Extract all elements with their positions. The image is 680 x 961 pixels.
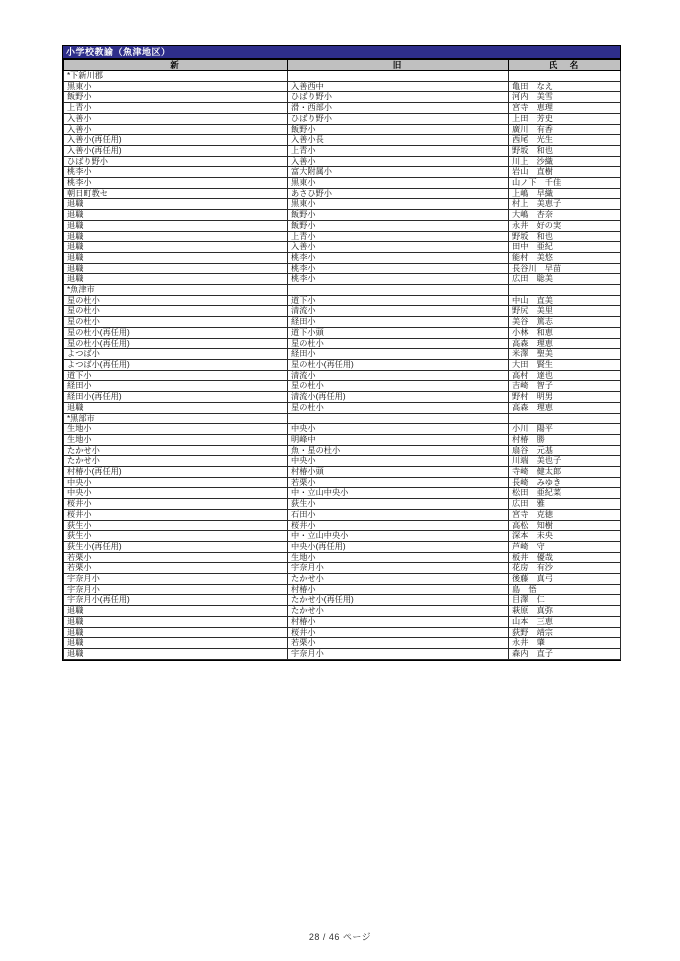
cell-old: 中・立山中央小 (288, 488, 509, 499)
table-row (64, 445, 621, 456)
cell-new: 飯野小 (64, 92, 288, 103)
cell-name: 長崎 みゆき (509, 477, 621, 488)
cell-name: 山本 三恵 (509, 616, 621, 627)
cell-old: 中央小 (288, 424, 509, 435)
cell-name: 板井 優哉 (509, 552, 621, 563)
table-row (64, 552, 621, 563)
table-row (64, 231, 621, 242)
cell-old: 若栗小 (288, 638, 509, 649)
cell-new: 上青小 (64, 103, 288, 114)
cell-name: 高松 知樹 (509, 520, 621, 531)
cell-old: 桜井小 (288, 627, 509, 638)
table-title: 小学校教諭（魚津地区） (63, 46, 620, 59)
cell-old: 入善西中 (288, 81, 509, 92)
cell-new: 退職 (64, 606, 288, 617)
cell-new: 荻生小(再任用) (64, 541, 288, 552)
table-row (64, 113, 621, 124)
column-header-old: 旧 (288, 60, 509, 71)
table-row (64, 488, 621, 499)
cell-new: 退職 (64, 627, 288, 638)
cell-new: 入善小 (64, 124, 288, 135)
cell-name: 永井 好の実 (509, 220, 621, 231)
cell-old: 滑・西部小 (288, 103, 509, 114)
cell-old: 経田小 (288, 317, 509, 328)
table-row (64, 124, 621, 135)
cell-new: 退職 (64, 274, 288, 285)
cell-new: *魚津市 (64, 285, 288, 296)
cell-old: 上青小 (288, 231, 509, 242)
cell-name: 森内 直子 (509, 648, 621, 659)
cell-name: 川端 美也子 (509, 456, 621, 467)
cell-name (509, 413, 621, 424)
cell-new: 星の杜小 (64, 295, 288, 306)
table-row (64, 252, 621, 263)
cell-name: 後藤 真弓 (509, 574, 621, 585)
cell-new: 桃李小 (64, 167, 288, 178)
cell-new: 道下小 (64, 370, 288, 381)
cell-old: 中・立山中央小 (288, 531, 509, 542)
table-row (64, 156, 621, 167)
cell-old: 荻生小 (288, 499, 509, 510)
cell-name: 山ノ下 千佳 (509, 178, 621, 189)
cell-new: 入善小(再任用) (64, 135, 288, 146)
cell-name: 宮寺 恵理 (509, 103, 621, 114)
cell-name: 川上 沙織 (509, 156, 621, 167)
cell-new: 荻生小 (64, 520, 288, 531)
cell-new: 退職 (64, 616, 288, 627)
table-row (64, 220, 621, 231)
cell-old: 生地小 (288, 552, 509, 563)
cell-old: 村椿小 (288, 616, 509, 627)
table-row (64, 317, 621, 328)
cell-new: たかせ小 (64, 456, 288, 467)
cell-old: 魚・星の杜小 (288, 445, 509, 456)
column-header-name: 氏 名 (509, 60, 621, 71)
cell-old: 桃李小 (288, 274, 509, 285)
table-row (64, 509, 621, 520)
cell-name: 上嶋 早織 (509, 188, 621, 199)
cell-name: 中山 直美 (509, 295, 621, 306)
cell-new: 退職 (64, 648, 288, 659)
cell-old: 富大附属小 (288, 167, 509, 178)
cell-old: 桃李小 (288, 263, 509, 274)
cell-new: 村椿小(再任用) (64, 467, 288, 478)
cell-name: 野坂 和也 (509, 231, 621, 242)
table-row (64, 135, 621, 146)
cell-name: 長谷川 早苗 (509, 263, 621, 274)
table-row (64, 520, 621, 531)
table-row (64, 574, 621, 585)
table-row (64, 499, 621, 510)
cell-name: 西尾 光生 (509, 135, 621, 146)
cell-name: 能村 美悠 (509, 252, 621, 263)
cell-old: 飯野小 (288, 220, 509, 231)
cell-name: 深本 未央 (509, 531, 621, 542)
cell-new: 入善小(再任用) (64, 145, 288, 156)
cell-name: 寺崎 健太郎 (509, 467, 621, 478)
table-row (64, 370, 621, 381)
cell-old: 黒東小 (288, 199, 509, 210)
cell-new: 若栗小 (64, 563, 288, 574)
cell-new: *黒部市 (64, 413, 288, 424)
cell-old (288, 413, 509, 424)
cell-old: 宇奈月小 (288, 648, 509, 659)
cell-new: 退職 (64, 252, 288, 263)
cell-name: 大嶋 杏奈 (509, 210, 621, 221)
cell-name: 花房 有沙 (509, 563, 621, 574)
cell-name: 田中 亜紀 (509, 242, 621, 253)
table-row (64, 606, 621, 617)
table-row (64, 467, 621, 478)
cell-old: 星の杜小 (288, 381, 509, 392)
cell-old: 道下小頭 (288, 327, 509, 338)
cell-name: 目澤 仁 (509, 595, 621, 606)
cell-name: 広田 聡美 (509, 274, 621, 285)
table-row (64, 456, 621, 467)
table-row (64, 595, 621, 606)
cell-name: 村上 美恵子 (509, 199, 621, 210)
cell-new: 退職 (64, 242, 288, 253)
table-row (64, 210, 621, 221)
cell-new: 経田小(再任用) (64, 392, 288, 403)
table-row (64, 584, 621, 595)
table-row (64, 92, 621, 103)
cell-old: 宇奈月小 (288, 563, 509, 574)
table-row (64, 563, 621, 574)
table-row (64, 103, 621, 114)
table-row (64, 338, 621, 349)
cell-old: ひばり野小 (288, 113, 509, 124)
cell-name (509, 285, 621, 296)
cell-old (288, 71, 509, 82)
column-header-row (64, 60, 621, 71)
cell-new: 朝日町教セ (64, 188, 288, 199)
cell-old: あさひ野小 (288, 188, 509, 199)
section-row (64, 71, 621, 82)
cell-new: 中央小 (64, 488, 288, 499)
table-row (64, 392, 621, 403)
cell-old: 上青小 (288, 145, 509, 156)
table-row (64, 81, 621, 92)
cell-name: 米澤 聖美 (509, 349, 621, 360)
section-row (64, 285, 621, 296)
cell-name: 広田 雅 (509, 499, 621, 510)
table-row (64, 349, 621, 360)
cell-new: 星の杜小(再任用) (64, 327, 288, 338)
cell-name: 河内 美雪 (509, 92, 621, 103)
cell-new: 退職 (64, 402, 288, 413)
cell-old: ひばり野小 (288, 92, 509, 103)
cell-name: 野村 明男 (509, 392, 621, 403)
cell-new: *下新川郡 (64, 71, 288, 82)
cell-new: 退職 (64, 210, 288, 221)
cell-old: 星の杜小 (288, 338, 509, 349)
cell-name: 野坂 和也 (509, 145, 621, 156)
cell-name (509, 71, 621, 82)
cell-old: 経田小 (288, 349, 509, 360)
table-row (64, 145, 621, 156)
cell-name: 扇谷 元基 (509, 445, 621, 456)
table-row (64, 402, 621, 413)
table-row (64, 199, 621, 210)
cell-new: よつば小 (64, 349, 288, 360)
table-row (64, 424, 621, 435)
cell-name: 高村 達也 (509, 370, 621, 381)
page-number: 28 / 46 ページ (308, 932, 372, 942)
teacher-transfer-table (62, 45, 621, 661)
cell-old: 道下小 (288, 295, 509, 306)
cell-new: 桜井小 (64, 499, 288, 510)
cell-name: 村椿 勝 (509, 434, 621, 445)
cell-old: 入善小 (288, 242, 509, 253)
cell-new: 桜井小 (64, 509, 288, 520)
cell-new: 桃李小 (64, 178, 288, 189)
table-row (64, 616, 621, 627)
table-row (64, 359, 621, 370)
table-row (64, 178, 621, 189)
table-row (64, 242, 621, 253)
cell-old: 飯野小 (288, 210, 509, 221)
cell-new: 生地小 (64, 434, 288, 445)
cell-new: 経田小 (64, 381, 288, 392)
cell-old: 星の杜小 (288, 402, 509, 413)
cell-old: 石田小 (288, 509, 509, 520)
cell-name: 高森 理恵 (509, 338, 621, 349)
cell-old: 明峰中 (288, 434, 509, 445)
table-row (64, 263, 621, 274)
cell-name: 萩原 真弥 (509, 606, 621, 617)
cell-old: 清流小(再任用) (288, 392, 509, 403)
cell-new: 宇奈月小 (64, 574, 288, 585)
cell-name: 吉崎 智子 (509, 381, 621, 392)
cell-old: 入善小長 (288, 135, 509, 146)
cell-name: 上田 芳史 (509, 113, 621, 124)
cell-new: たかせ小 (64, 445, 288, 456)
cell-name: 高森 理恵 (509, 402, 621, 413)
cell-new: 若栗小 (64, 552, 288, 563)
cell-name: 亀田 なえ (509, 81, 621, 92)
cell-new: 宇奈月小(再任用) (64, 595, 288, 606)
cell-new: 退職 (64, 638, 288, 649)
cell-old: 桜井小 (288, 520, 509, 531)
cell-new: 入善小 (64, 113, 288, 124)
table-row (64, 381, 621, 392)
cell-name: 小林 和恵 (509, 327, 621, 338)
cell-new: 退職 (64, 263, 288, 274)
cell-name: 松田 亜紀菜 (509, 488, 621, 499)
cell-old: 黒東小 (288, 178, 509, 189)
cell-name: 島 悟 (509, 584, 621, 595)
table-row (64, 306, 621, 317)
table-row (64, 531, 621, 542)
cell-old: 清流小 (288, 370, 509, 381)
table-row (64, 188, 621, 199)
cell-name: 永井 肇 (509, 638, 621, 649)
cell-new: 退職 (64, 231, 288, 242)
table-row (64, 477, 621, 488)
cell-new: 星の杜小 (64, 317, 288, 328)
cell-new: 宇奈月小 (64, 584, 288, 595)
cell-name: 大田 賢生 (509, 359, 621, 370)
cell-old: 入善小 (288, 156, 509, 167)
cell-new: 星の杜小 (64, 306, 288, 317)
cell-new: 荻生小 (64, 531, 288, 542)
cell-old: たかせ小 (288, 606, 509, 617)
cell-old: 村椿小頭 (288, 467, 509, 478)
table-row (64, 648, 621, 659)
table-row (64, 167, 621, 178)
table-row (64, 295, 621, 306)
cell-new: 黒東小 (64, 81, 288, 92)
cell-name: 廣川 有香 (509, 124, 621, 135)
cell-name: 宮寺 克徳 (509, 509, 621, 520)
cell-old: 星の杜小(再任用) (288, 359, 509, 370)
cell-name: 岩山 直樹 (509, 167, 621, 178)
cell-name: 芦崎 守 (509, 541, 621, 552)
table-row (64, 638, 621, 649)
cell-old: 中央小 (288, 456, 509, 467)
column-header-new: 新 (64, 60, 288, 71)
cell-old: 若栗小 (288, 477, 509, 488)
cell-old (288, 285, 509, 296)
teacher-table-body (64, 71, 621, 660)
table-row (64, 627, 621, 638)
cell-old: たかせ小(再任用) (288, 595, 509, 606)
cell-old: 飯野小 (288, 124, 509, 135)
cell-new: 退職 (64, 199, 288, 210)
cell-name: 美谷 篤志 (509, 317, 621, 328)
table-row (64, 434, 621, 445)
cell-new: ひばり野小 (64, 156, 288, 167)
table-row (64, 327, 621, 338)
cell-old: 清流小 (288, 306, 509, 317)
section-row (64, 413, 621, 424)
cell-new: 中央小 (64, 477, 288, 488)
cell-old: 村椿小 (288, 584, 509, 595)
cell-old: 中央小(再任用) (288, 541, 509, 552)
cell-name: 荻野 靖宗 (509, 627, 621, 638)
roster-table (63, 59, 621, 660)
cell-new: よつば小(再任用) (64, 359, 288, 370)
cell-old: たかせ小 (288, 574, 509, 585)
cell-name: 小川 陽平 (509, 424, 621, 435)
table-row (64, 274, 621, 285)
cell-old: 桃李小 (288, 252, 509, 263)
cell-new: 退職 (64, 220, 288, 231)
cell-new: 生地小 (64, 424, 288, 435)
cell-name: 野尻 美里 (509, 306, 621, 317)
table-row (64, 541, 621, 552)
cell-new: 星の杜小(再任用) (64, 338, 288, 349)
